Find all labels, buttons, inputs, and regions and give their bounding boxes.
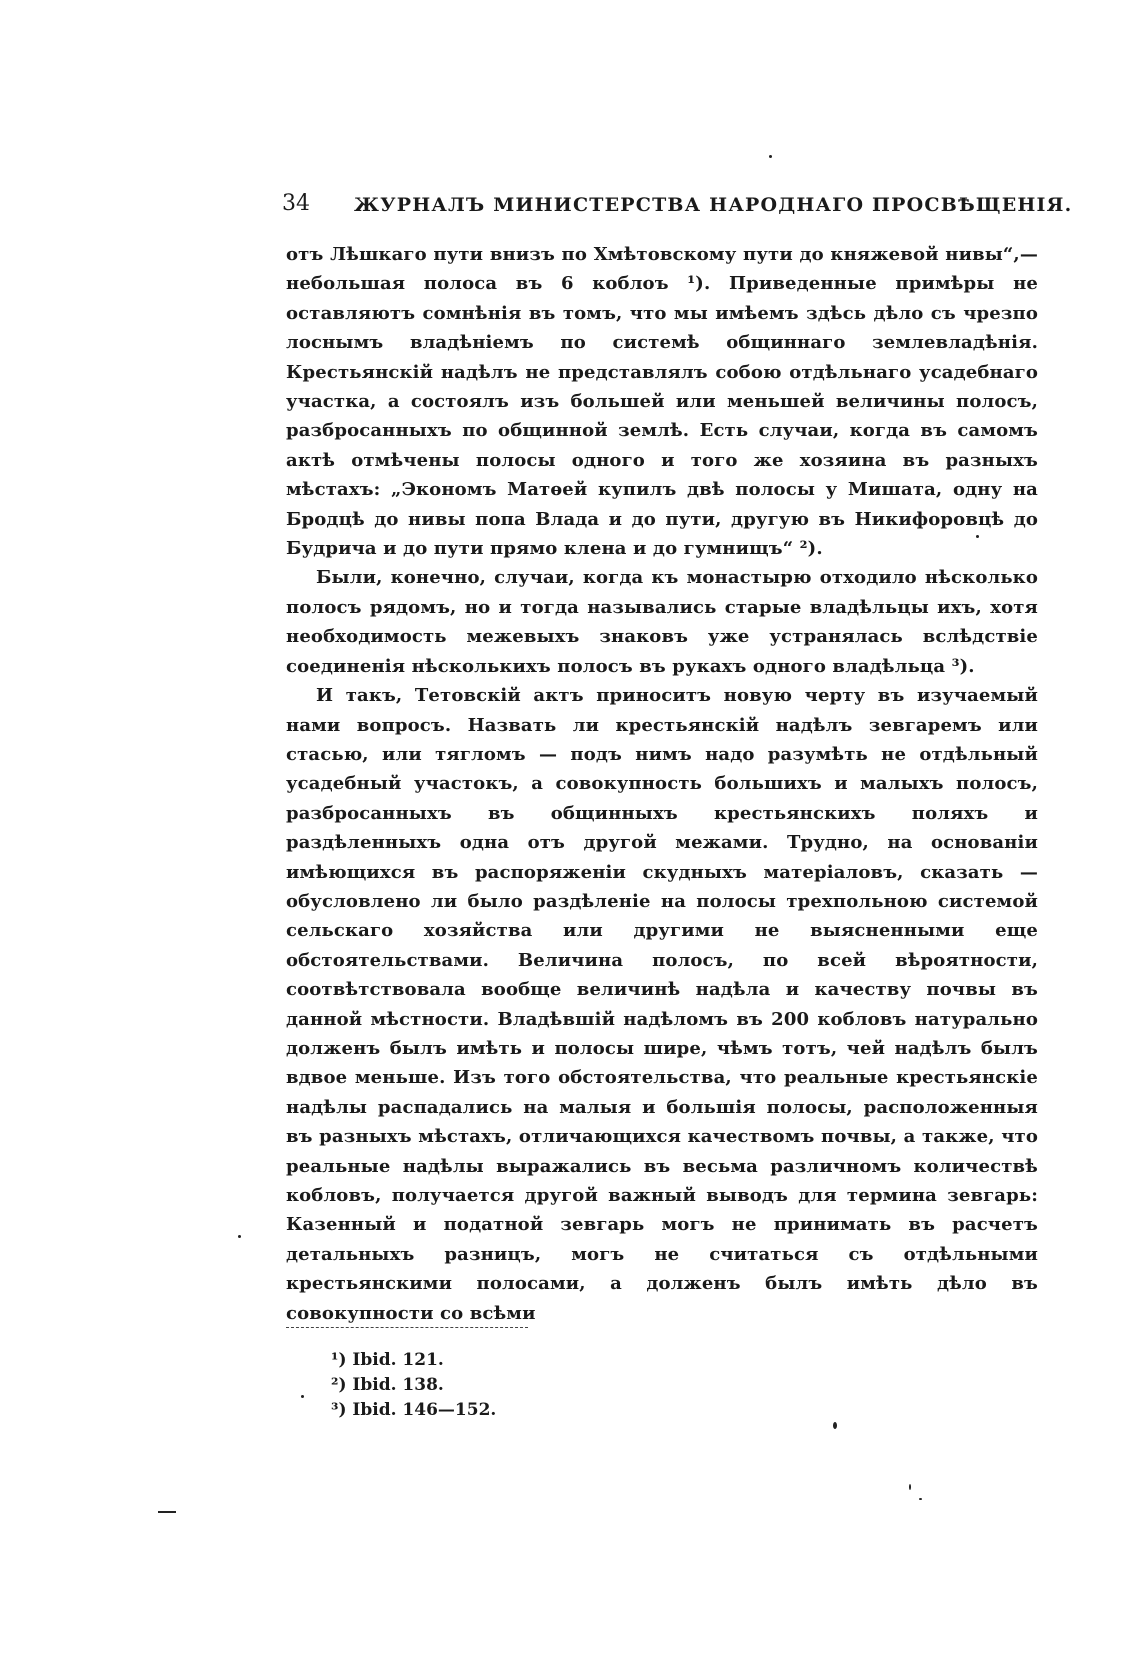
scan-speck <box>919 1498 922 1500</box>
scan-mark <box>158 1511 176 1513</box>
footnote-1: ¹) Ibid. 121. <box>331 1350 444 1370</box>
footnotes <box>331 1348 496 1423</box>
scan-speck <box>909 1484 911 1490</box>
running-title: ЖУРНАЛЪ МИНИСТЕРСТВА НАРОДНАГО ПРОСВѢЩЕНІЯ. <box>354 194 1073 216</box>
paragraph-3: И такъ, Тетовскій актъ приноситъ новую черту въ изучаемый нами вопросъ. Назвать ли крестьянскій надѣлъ зевгаремъ или стасью, или тягломъ — подъ нимъ надо разумѣть не отдѣльный усадебный участокъ, а совокупность большихъ и малыхъ полосъ, разбросанныхъ въ общинныхъ крестьянскихъ поляхъ и раздѣленныхъ одна отъ другой межами. Трудно, на основаніи имѣющихся въ распоряженіи скудныхъ матеріаловъ, сказать — обусловлено ли было раздѣленіе на полосы трехпольною системой сельскаго хозяйства или другими не выясненными еще обстоятельствами. Величина полосъ, по всей вѣроятности, соотвѣтствовала вообще величинѣ надѣла и качеству почвы въ данной мѣстности. Владѣвшій надѣломъ въ 200 кобловъ натурально долженъ былъ имѣть и полосы шире, чѣмъ тотъ, чей надѣлъ былъ вдвое меньше. Изъ того обстоятельства, что реальные крестьянскіе надѣлы распадались на малыя и большія полосы, расположенныя въ разныхъ мѣстахъ, отличающихся качествомъ почвы, а также, что реальные надѣлы выражались въ весьма различномъ количествѣ кобловъ, получается другой важный выводъ для термина зевгарь: Казенный и податной зевгарь могъ не принимать въ расчетъ детальныхъ разницъ, могъ не считаться съ отдѣльными крестьянскими полосами, а долженъ былъ имѣть дѣло въ совокупности со всѣми <box>286 685 1038 1324</box>
paragraph-2: Были, конечно, случаи, когда къ монастырю отходило нѣсколько полосъ рядомъ, но и тогда назывались старые владѣльцы ихъ, хотя необходимость межевыхъ знаковъ уже устранялась вслѣдствіе соединенія нѣсколькихъ полосъ въ рукахъ одного владѣльца ³). <box>286 567 1038 677</box>
scan-speck <box>833 1422 837 1429</box>
scan-speck <box>769 155 772 158</box>
footnote-3: ³) Ibid. 146—152. <box>331 1400 497 1420</box>
footnote-2: ²) Ibid. 138. <box>331 1375 444 1395</box>
footnote-separator <box>286 1327 528 1328</box>
scan-speck <box>238 1235 241 1238</box>
scan-speck <box>301 1395 304 1398</box>
page-number: 34 <box>282 191 310 216</box>
paragraph-1: отъ Лѣшкаго пути внизъ по Хмѣтовскому пути до княжевой нивы“,— небольшая полоса въ 6 коблоъ ¹). Приведенные примѣры не оставляютъ сомнѣнія въ томъ, что мы имѣемъ здѣсь дѣло съ чрезпо лоснымъ владѣніемъ по системѣ общиннаго землевладѣнія. Крестьянскій надѣлъ не представлялъ собою отдѣльнаго усадебнаго участка, а состоялъ изъ большей или меньшей величины полосъ, разбросанныхъ по общинной землѣ. Есть случаи, когда въ самомъ актѣ отмѣчены полосы одного и того же хозяина въ разныхъ мѣстахъ: „Экономъ Матѳей купилъ двѣ полосы у Мишата, одну на Бродцѣ до нивы попа Влада и до пути, другую въ Никифоровцѣ до Будрича и до пути прямо клена и до гумнищъ“ ²). <box>286 244 1038 560</box>
body-text <box>286 240 1038 1328</box>
scan-speck <box>976 535 979 538</box>
